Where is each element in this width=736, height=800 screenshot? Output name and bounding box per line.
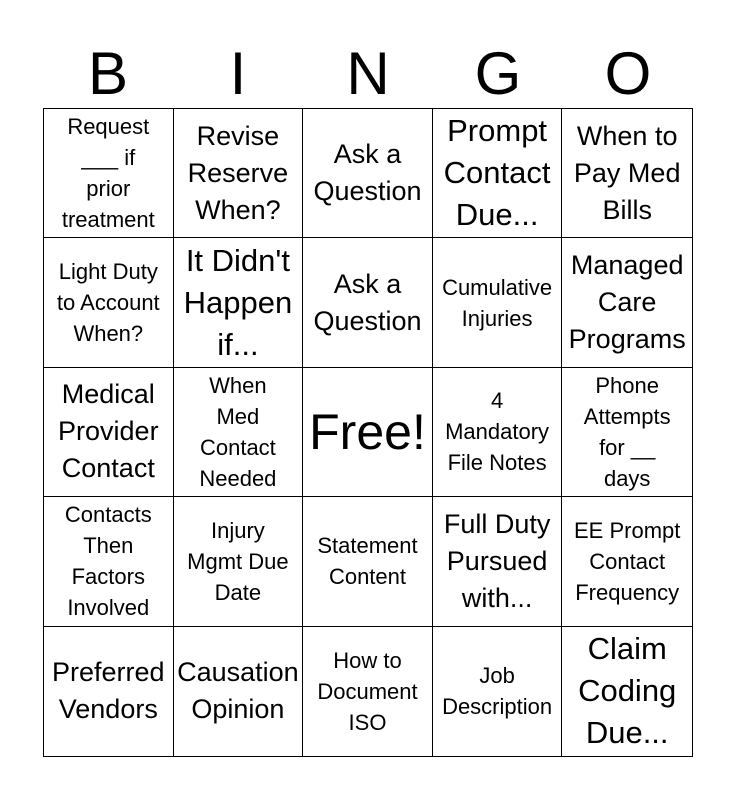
bingo-cell-r4-c3[interactable] xyxy=(303,497,433,626)
bingo-cell-r1-c1[interactable] xyxy=(44,109,174,238)
header-letter-g: G xyxy=(474,40,522,107)
bingo-cell-text: Preferred Vendors xyxy=(52,657,165,725)
bingo-cell-text: Causation Opinion xyxy=(177,657,299,725)
bingo-header xyxy=(43,40,693,108)
header-letter-b: B xyxy=(87,40,129,107)
bingo-cell-text: Light Duty to Account When? xyxy=(56,259,160,347)
bingo-cell-free-space[interactable] xyxy=(303,368,433,497)
bingo-board xyxy=(43,108,693,757)
bingo-cell-r3-c5[interactable] xyxy=(562,368,692,497)
bingo-cell-text: Revise Reserve When? xyxy=(187,120,289,225)
bingo-cell-r5-c4[interactable] xyxy=(433,627,563,756)
bingo-cell-r2-c2[interactable] xyxy=(174,238,304,367)
bingo-cell-text: When to Pay Med Bills xyxy=(573,120,681,225)
bingo-cell-text: EE Prompt Contact Frequency xyxy=(574,517,681,605)
bingo-cell-r1-c5[interactable] xyxy=(562,109,692,238)
bingo-cell-text: Prompt Contact Due... xyxy=(443,113,551,233)
free-space-text: Free! xyxy=(309,403,426,460)
bingo-cell-text: Claim Coding Due... xyxy=(578,631,677,751)
bingo-cell-r4-c1[interactable] xyxy=(44,497,174,626)
bingo-cell-text: 4 Mandatory File Notes xyxy=(445,388,550,476)
bingo-cell-text: Phone Attempts for __ days xyxy=(583,372,671,491)
bingo-cell-text: Request ___ if prior treatment xyxy=(61,114,155,233)
bingo-cell-r3-c2[interactable] xyxy=(174,368,304,497)
bingo-cell-r5-c5[interactable] xyxy=(562,627,692,756)
header-letter-n: N xyxy=(346,40,390,107)
bingo-cell-r3-c1[interactable] xyxy=(44,368,174,497)
bingo-cell-text: Medical Provider Contact xyxy=(58,379,159,484)
bingo-cell-text: Statement Content xyxy=(317,533,418,590)
bingo-cell-text: Cumulative Injuries xyxy=(442,274,553,331)
bingo-cell-text: Contacts Then Factors Involved xyxy=(64,502,152,621)
bingo-cell-r1-c4[interactable] xyxy=(433,109,563,238)
bingo-cell-r5-c3[interactable] xyxy=(303,627,433,756)
bingo-cell-r2-c1[interactable] xyxy=(44,238,174,367)
bingo-cell-r2-c4[interactable] xyxy=(433,238,563,367)
bingo-cell-text: It Didn't Happen if... xyxy=(183,242,293,362)
bingo-cell-text: When Med Contact Needed xyxy=(199,372,277,491)
bingo-cell-r2-c3[interactable] xyxy=(303,238,433,367)
bingo-cell-r1-c3[interactable] xyxy=(303,109,433,238)
bingo-cell-r3-c4[interactable] xyxy=(433,368,563,497)
bingo-cell-r4-c2[interactable] xyxy=(174,497,304,626)
bingo-cell-text: Injury Mgmt Due Date xyxy=(187,517,289,605)
bingo-cell-r5-c1[interactable] xyxy=(44,627,174,756)
header-letter-i: I xyxy=(229,40,247,107)
bingo-cell-r4-c5[interactable] xyxy=(562,497,692,626)
bingo-cell-text: Managed Care Programs xyxy=(568,250,686,355)
bingo-cell-text: Ask a Question xyxy=(313,139,422,207)
bingo-cell-r5-c2[interactable] xyxy=(174,627,304,756)
bingo-cell-text: How to Document ISO xyxy=(317,647,418,735)
bingo-cell-text: Job Description xyxy=(442,663,553,720)
bingo-cell-r2-c5[interactable] xyxy=(562,238,692,367)
bingo-cell-text: Ask a Question xyxy=(313,268,422,336)
bingo-cell-r4-c4[interactable] xyxy=(433,497,563,626)
bingo-cell-r1-c2[interactable] xyxy=(174,109,304,238)
header-letter-o: O xyxy=(604,40,652,107)
bingo-cell-text: Full Duty Pursued with... xyxy=(443,508,551,613)
